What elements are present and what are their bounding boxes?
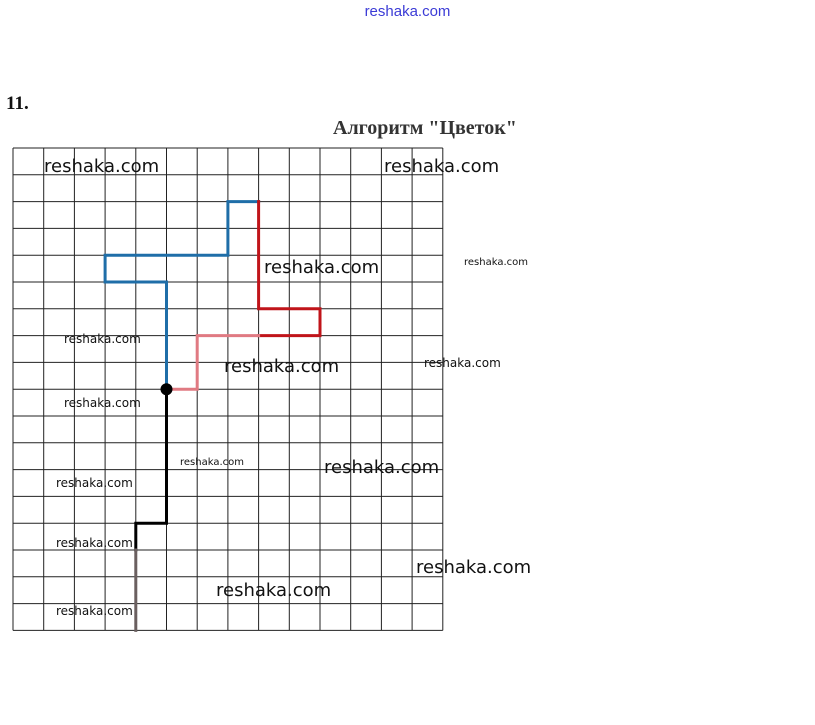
watermark: reshaka.com xyxy=(384,156,500,177)
task-number: 11. xyxy=(6,93,29,114)
watermark: reshaka.com xyxy=(56,536,133,550)
watermark: reshaka.com xyxy=(44,156,160,177)
algorithm-title: Алгоритм "Цветок" xyxy=(333,117,517,139)
watermark: reshaka.com xyxy=(64,396,141,410)
watermark: reshaka.com xyxy=(216,580,332,601)
watermark: reshaka.com xyxy=(56,604,133,618)
watermark: reshaka.com xyxy=(264,257,380,278)
watermark: reshaka.com xyxy=(464,257,528,268)
watermark: reshaka.com xyxy=(64,332,141,346)
watermark: reshaka.com xyxy=(416,557,532,578)
watermark: reshaka.com xyxy=(324,457,440,478)
watermark: reshaka.com xyxy=(424,356,501,370)
watermark: reshaka.com xyxy=(224,356,340,377)
start-point xyxy=(161,383,173,395)
watermark: reshaka.com xyxy=(180,457,244,468)
watermark: reshaka.com xyxy=(56,476,133,490)
site-link[interactable]: reshaka.com xyxy=(364,3,451,20)
